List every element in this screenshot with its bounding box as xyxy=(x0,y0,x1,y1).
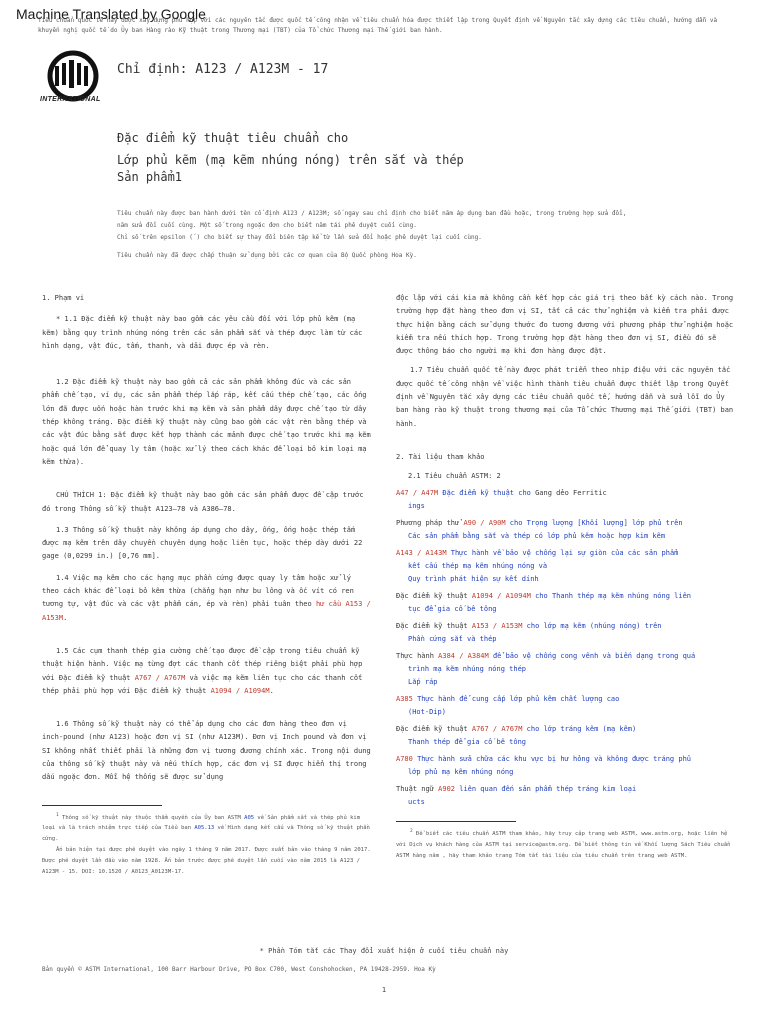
ref-item-cont: ucts xyxy=(408,798,425,807)
para-1-7: 1.7 Tiêu chuẩn quốc tế này được phát triển theo nhịp điệu với các nguyên tắc được quốc tế công nhận về việc hình thành tiêu chuẩn được thiết lập trong Quyết định về Nguyên tắc xây dựng các tiêu chuẩn quốc tế, hướng dẫn và sửa lỗi do Ủy ban hàng rào kỹ thuật trong thương mại của Tổ chức Thương mại Thế giới (TBT) ban hành. xyxy=(396,366,734,428)
machine-translation-banner: Machine Translated by Google xyxy=(16,6,206,22)
right-column xyxy=(396,292,736,862)
page-number: 1 xyxy=(381,986,387,994)
ref-item-cont: kết cấu thép mạ kẽm nhúng nóng và xyxy=(408,562,548,571)
para-cont: độc lập với cái kia mà không cần kết hợp các giá trị theo bất kỳ cách nào. Trong trường hợp đặt hàng theo đơn vị SI, tất cả các thử nghiệm và kiểm tra phải được thực hiện bằng cách sử dụng thước đo tương đương với phương pháp thử nghiệm hoặc kiểm tra nếu thích hợp. Trong trường hợp đặt hàng theo đơn vị SI, điều đó sẽ được thông báo cho người mạ khi đơn hàng được đặt. xyxy=(396,294,734,356)
footnote-1: $^1$ Thông số kỹ thuật này thuộc thẩm quyền của Ủy ban ASTM A05 về Sản phẩm sắt và thép phủ kim loại và là trách nhiệm trực tiếp của Tiểu ban A05.13 về Hình dạng kết cấu và Thông số kỹ thuật phần cứng. xyxy=(42,812,370,843)
intro-line-3: Chỉ số trên epsilon (´) cho biết sự thay đổi biên tập kể từ lần sửa đổi hoặc phê duyệt lại cuối cùng. xyxy=(117,234,482,241)
ref-item[interactable]: Đặc điểm kỹ thuật A1094 / A1094M cho Thanh thép mạ kẽm nhúng nóng liên xyxy=(396,592,692,601)
ref-item[interactable]: Phương pháp thử A90 / A90M cho Trọng lượng [Khối lượng] lớp phủ trên xyxy=(396,519,683,528)
ref-item-cont: Phần cứng sắt và thép xyxy=(408,635,497,644)
ref-item-cont: ings xyxy=(408,502,425,511)
section-1-heading: 1. Phạm vi xyxy=(42,294,85,302)
ref-a767-link[interactable]: A767 / A767M xyxy=(134,673,186,682)
designation: Chỉ định: A123 / A123M - 17 xyxy=(117,62,329,77)
note-1: CHÚ THÍCH 1: Đặc điểm kỹ thuật này bao gồm các sản phẩm được đề cập trước đó trong Thông số kỹ thuật A123–78 và A386–78. xyxy=(42,491,364,513)
ref-item[interactable]: A780 Thực hành sửa chữa các khu vực bị hư hỏng và không được tráng phủ xyxy=(396,755,692,764)
ref-item[interactable]: Đặc điểm kỹ thuật A767 / A767M cho lớp tráng kẽm (mạ kẽm) xyxy=(396,725,637,734)
logo-wordmark: INTERNATIONAL xyxy=(40,96,101,103)
ref-item[interactable]: A385 Thực hành để cung cấp lớp phủ kẽm chất lượng cao xyxy=(396,695,620,704)
intro-notes xyxy=(117,208,677,262)
para-1-6: 1.6 Thông số kỹ thuật này có thể áp dụng cho các đơn hàng theo đơn vị inch-pound (như A123) hoặc đơn vị SI (như A123M). Đơn vị Inch pound và đơn vị SI không nhất thiết phải là những đơn vị tương đương chính xác. Trong nội dung của thông số kỹ thuật này và nếu thích hợp, các đơn vị SI được hiển thị trong dấu ngoặc đơn. Mỗi hệ thống sẽ được sử dụng xyxy=(42,720,371,782)
ref-item[interactable]: Thuật ngữ A902 liên quan đến sản phẩm thép tráng kim loại xyxy=(396,785,637,794)
ref-item-cont: lớp phủ mạ kẽm nhúng nóng xyxy=(408,768,514,777)
title-line-1: Lớp phủ kẽm (mạ kẽm nhúng nóng) trên sắt và thép xyxy=(117,153,464,167)
section-2-heading: 2. Tài liệu tham khảo xyxy=(396,452,485,461)
footnote-1-edition: Ấn bản hiện tại được phê duyệt vào ngày 1 tháng 9 năm 2017. Được xuất bản vào tháng 9 năm 2017. Được phê duyệt lần đầu vào năm 1928. Ấn bản trước được phê duyệt lần cuối vào năm 2015 là A123 / A123M - 15. DOI: 10.1520 / A0123_A0123M-17. xyxy=(42,847,371,876)
footnote-divider xyxy=(396,821,516,822)
para-1-2: 1.2 Đặc điểm kỹ thuật này bao gồm cả các sản phẩm không đúc và các sản phẩm chế tạo, ví dụ, các sản phẩm thép lắp ráp, kết cấu thép chế tạo, các ống lớn đã được uốn hoặc hàn trước khi mạ kẽm và sản phẩm dây được chế tạo từ dây thép không tráng. Đặc điểm kỹ thuật này cũng bao gồm các vật rèn bằng thép và các vật đúc bằng sắt được kết hợp thành các mảnh được chế tạo trước khi mạ kẽm hoặc quá lớn để quay ly tâm (hoặc xử lý theo cách khác để loại bỏ kim loại mạ kẽm thừa). xyxy=(42,378,371,466)
ref-item-cont: tục để gia cố bê tông xyxy=(408,605,497,614)
ref-a05-13-link[interactable]: A05.13 xyxy=(194,825,215,832)
footnote-2: $^2$ Để biết các tiêu chuẩn ASTM tham khảo, hãy truy cập trang web ASTM, www.astm.org, hoặc liên hệ với Dịch vụ khách hàng của ASTM tại service@astm.org. Để biết thông tin về Khối lượng Sách Tiêu chuẩn ASTM hàng năm , hãy tham khảo trang Tóm tắt tài liệu của tiêu chuẩn trên trang web ASTM. xyxy=(396,829,731,860)
summary-of-changes-note: * Phần Tóm tắt các Thay đổi xuất hiện ở cuối tiêu chuẩn này xyxy=(259,947,509,955)
para-1-4: 1.4 Việc mạ kẽm cho các hạng mục phần cứng được quay ly tâm hoặc xử lý theo cách khác để loại bỏ kẽm thừa (chẳng hạn như bu lông và ốc vít có ren tương tự, vật đúc và các vật phẩm cán, ép và rèn) phải tuân theo hư cầu A153 / A153M. xyxy=(42,573,371,622)
intro-line-1: Tiêu chuẩn này được ban hành dưới tên cố định A123 / A123M; số ngay sau chỉ định cho biết năm áp dụng ban đầu hoặc, trong trường hợp sửa đổi, xyxy=(117,210,627,217)
intro-line-2: năm sửa đổi cuối cùng. Một số trong ngoặc đơn cho biết năm tái phê duyệt cuối cùng. xyxy=(117,222,417,229)
ref-a153-link[interactable]: hư cầu A153 / A153M xyxy=(42,600,371,622)
title-line-2: Sản phẩm1 xyxy=(117,170,183,184)
ref-item[interactable]: Thực hành A384 / A384M để bảo vệ chống cong vênh và biến dạng trong quá xyxy=(396,652,696,661)
document-title xyxy=(117,130,637,186)
para-1-3: 1.3 Thông số kỹ thuật này không áp dụng cho dây, ống, ống hoặc thép tấm được mạ kẽm trên dây chuyền chuyên dụng hoặc liên tục, hoặc thép dày dưới 22 gage (0,0299 in.) [0,76 mm]. xyxy=(42,525,363,561)
ref-item-cont: (Hot-Dip) xyxy=(408,708,446,717)
ref-item-cont: Lắp ráp xyxy=(408,678,438,687)
ref-item[interactable]: A143 / A143M Thực hành về bảo vệ chống lại sự giòn của các sản phẩm xyxy=(396,549,679,558)
ref-item-cont: Thanh thép để gia cố bê tông xyxy=(408,738,527,747)
left-column xyxy=(42,292,372,878)
ref-item-cont: Quy trình phát hiện sự kết dính xyxy=(408,575,539,584)
references-list xyxy=(396,470,736,809)
ref-item[interactable]: A47 / A47M Đặc điểm kỹ thuật cho Gang dẻo Ferritic xyxy=(396,489,607,498)
intro-line-4: Tiêu chuẩn này đã được chấp thuận sử dụng bởi các cơ quan của Bộ Quốc phòng Hoa Kỳ. xyxy=(117,252,417,259)
ref-item[interactable]: Đặc điểm kỹ thuật A153 / A153M cho lớp mạ kẽm (nhúng nóng) trên xyxy=(396,622,662,631)
top-note: Tiêu chuẩn quốc tế này được xây dựng phù hợp với các nguyên tắc được quốc tế công nhận về tiêu chuẩn hóa được thiết lập trong Quyết định về Nguyên tắc xây dựng các tiêu chuẩn, hướng dẫn và khuyến nghị quốc tế do Ủy ban Hàng rào Kỹ thuật trong Thương mại (TBT) của Tổ chức Thương mại Thế giới ban hành. xyxy=(38,17,718,34)
para-1-5: 1.5 Các cụm thanh thép gia cường chế tạo được đề cập trong tiêu chuẩn kỹ thuật hiện hành. Việc mạ từng đợt các thanh cốt thép riêng biệt phải phù hợp với Đặc điểm kỹ thuật A767 / A767M và việc mạ kẽm liên tục cho các thanh cốt thép phải phù hợp với Đặc điểm kỹ thuật A1094 / A1094M. xyxy=(42,646,363,695)
astm-standards-heading: 2.1 Tiêu chuẩn ASTM: 2 xyxy=(408,472,501,481)
ref-a05-link[interactable]: A05 xyxy=(244,814,255,821)
copyright-line: Bản quyền © ASTM International, 100 Barr Harbour Drive, PO Box C700, West Conshohocken, PA 19428-2959. Hoa Kỳ xyxy=(42,966,436,973)
ref-a1094-link[interactable]: A1094 / A1094M xyxy=(210,686,270,695)
para-1-1: * 1.1 Đặc điểm kỹ thuật này bao gồm các yêu cầu đối với lớp phủ kẽm (mạ kẽm) bằng quy trình nhúng nóng trên các sản phẩm sắt và thép được làm từ các hình dạng, vật đúc, tấm, thanh, và dải được ép và rèn. xyxy=(42,315,363,350)
ref-item-cont: trình mạ kẽm nhúng nóng thép xyxy=(408,665,527,674)
footnote-divider xyxy=(42,805,162,806)
title-prefix: Đặc điểm kỹ thuật tiêu chuẩn cho xyxy=(117,131,349,145)
ref-item-cont: Các sản phẩm bằng sắt và thép có lớp phủ kẽm hoặc hợp kim kẽm xyxy=(408,532,666,541)
